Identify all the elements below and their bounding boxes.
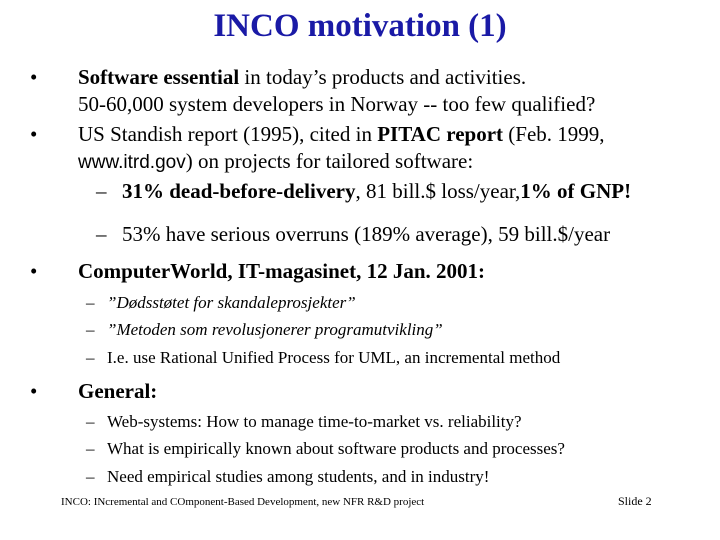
slide-title: INCO motivation (1) bbox=[213, 8, 507, 44]
bullet-text: US Standish report (1995), cited in bbox=[78, 122, 378, 146]
sub-bullet-italic-text: ”Dødsstøtet for skandaleprosjekter” bbox=[107, 293, 356, 312]
sub-bullet-web-systems bbox=[86, 411, 706, 433]
bullet-text: in today’s products and activities. bbox=[239, 65, 527, 89]
sub-bullet-empirically-known bbox=[86, 438, 706, 460]
bullet-text: (Feb. 1999, bbox=[503, 122, 605, 146]
dash-marker: – bbox=[86, 348, 95, 367]
sub-bullet-text: Web-systems: How to manage time-to-market vs. reliability? bbox=[107, 412, 522, 431]
dash-marker: – bbox=[86, 412, 95, 431]
sub-bullet-italic-text: ”Metoden som revolusjonerer programutvikling” bbox=[107, 320, 443, 339]
sub-bullet-bold-text: 1% of GNP! bbox=[520, 179, 632, 203]
sub-bullet-text: What is empirically known about software products and processes? bbox=[107, 439, 565, 458]
pitac-report-bold: PITAC report bbox=[377, 122, 504, 146]
sub-bullet-metoden bbox=[86, 319, 706, 341]
dash-marker: – bbox=[86, 293, 95, 312]
bullet-marker: • bbox=[30, 259, 38, 283]
dash-marker: – bbox=[86, 439, 95, 458]
sub-bullet-dead-before-delivery bbox=[96, 178, 716, 205]
sub-bullet-rational-unified-process bbox=[86, 347, 706, 369]
bullet-standish-report bbox=[30, 121, 710, 176]
bullet-marker: • bbox=[30, 122, 38, 146]
sub-bullet-empirical-studies bbox=[86, 466, 706, 488]
bullet-general bbox=[30, 378, 710, 405]
dash-marker: – bbox=[86, 467, 95, 486]
bullet-software-essential bbox=[30, 64, 710, 118]
sub-bullet-text: I.e. use Rational Unified Process for UML, an incremental method bbox=[107, 348, 561, 367]
sub-bullet-text: , 81 bill.$ loss/year, bbox=[355, 179, 521, 203]
bullet-bold-text: Software essential bbox=[78, 65, 240, 89]
sub-bullet-text: 53% have serious overruns (189% average), 59 bill.$/year bbox=[122, 222, 611, 246]
bullet-bold-text: ComputerWorld, IT-magasinet, 12 Jan. 2001: bbox=[78, 259, 485, 283]
footer-text: INCO: INcremental and COmponent-Based Development, new NFR R&D project bbox=[61, 496, 425, 508]
dash-marker: – bbox=[96, 222, 107, 246]
sub-bullet-dodsstotet bbox=[86, 292, 706, 314]
sub-bullet-bold-text: 31% dead-before-delivery bbox=[122, 179, 356, 203]
bullet-computerworld bbox=[30, 258, 710, 285]
sub-bullet-text: Need empirical studies among students, and in industry! bbox=[107, 467, 490, 486]
bullet-text-line2: 50-60,000 system developers in Norway -- too few qualified? bbox=[78, 92, 596, 116]
itrd-url-link[interactable]: www.itrd.gov bbox=[78, 152, 186, 173]
bullet-text-line2: ) on projects for tailored software: bbox=[185, 149, 474, 173]
bullet-bold-text: General: bbox=[78, 379, 158, 403]
bullet-marker: • bbox=[30, 379, 38, 403]
sub-bullet-serious-overruns bbox=[96, 221, 716, 248]
slide-number: Slide 2 bbox=[618, 494, 652, 508]
dash-marker: – bbox=[96, 179, 107, 203]
dash-marker: – bbox=[86, 320, 95, 339]
bullet-marker: • bbox=[30, 65, 38, 89]
